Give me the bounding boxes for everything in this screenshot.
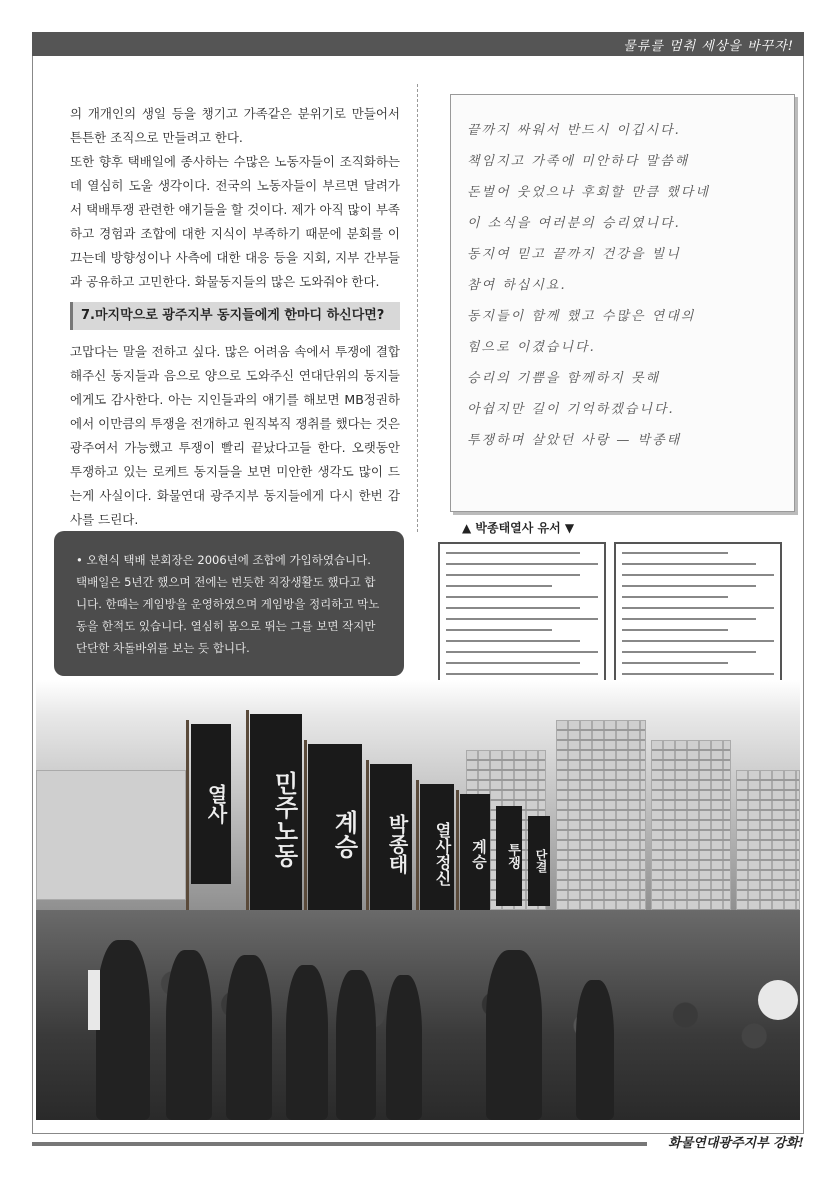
photo-person [88,970,100,1030]
letter-line: 아쉽지만 길이 기억하겠습니다. [467,402,675,417]
photo-building [36,770,186,900]
protest-flag: 투쟁 [496,806,522,906]
letter-line: 돈벌어 웃었으나 후회할 만큼 했다네 [467,185,710,200]
photo-person [96,940,150,1120]
protest-flag: 계승 [460,794,490,914]
photo-person [336,970,376,1120]
page [32,32,804,1152]
letter-line: 승리의 기쁨을 함께하지 못해 [467,371,661,386]
header-bar [32,32,804,56]
photo-person [758,980,798,1020]
column-divider [417,84,418,532]
photo-building [651,740,731,920]
article-paragraph-1: 의 개개인의 생일 등을 챙기고 가족같은 분위기로 만들어서 튼튼한 조직으로 만들려고 한다. [70,106,400,145]
photo-person [386,975,422,1120]
letter-line: 끝까지 싸워서 반드시 이깁시다. [467,123,681,138]
protest-flag: 박종태 [370,764,412,924]
profile-infobox: • 오현식 택배 분회장은 2006년에 조합에 가입하였습니다. 택배일은 5년간 했으며 전에는 번듯한 직장생활도 했다고 합니다. 한때는 게임방을 운영하였으며 게임방을 정리하고 막노동을 한적도 있습니다. 열심히 몸으로 뛰는 그를 보면 작지만 단단한 차돌바위를 보는 듯 합니다. [54,531,404,676]
protest-flag: 단결 [528,816,550,906]
photo-person [226,955,272,1120]
letter-line: 책임지고 가족에 미안하다 말씀해 [467,154,690,169]
article-paragraph-3: 고맙다는 말을 전하고 싶다. 많은 어려움 속에서 투쟁에 결합해주신 동지들과 음으로 양으로 도와주신 연대단위의 동지들에게도 감사한다. 아는 지인들과의 얘기를 해보면 MB정권하에서 이만큼의 투쟁을 전개하고 원직복직 쟁취를 했다는 것은 광주여서 가능했고 투쟁이 빨리 끝났다고들 한다. 오랫동안 투쟁하고 있는 로케트 동지들을 보면 미안한 생각도 많이 드는게 사실이다. 화물연대 광주지부 동지들에게 다시 한번 감사를 드린다. [70,344,400,527]
letter-line: 동지들이 함께 했고 수많은 연대의 [467,309,696,324]
header-slogan: 물류를 멈춰 세상을 바꾸자! [623,39,794,54]
letter-line: 힘으로 이겼습니다. [467,340,596,355]
interview-question: 7.마지막으로 광주지부 동지들에게 한마디 하신다면? [70,302,400,330]
letter-line: 참여 하십시요. [467,278,567,293]
photo-person [166,950,212,1120]
protest-flag: 계승 [308,744,362,924]
protest-flag: 열사 [191,724,231,884]
handwritten-letter [450,94,795,512]
rally-photo [36,680,800,1120]
letter-line: 동지여 믿고 끝까지 건강을 빌니 [467,247,681,262]
photo-person [576,980,614,1120]
photo-person [286,965,328,1120]
photo-building [556,720,646,920]
letter-line: 투쟁하며 살았던 사랑 — 박종태 [467,433,682,448]
article-body [70,102,400,532]
letter-caption: ▲ 박종태열사 유서 ▼ [462,521,575,535]
letter-line: 이 소식을 여러분의 승리였니다. [467,216,681,231]
photo-person [486,950,542,1120]
photo-building [736,770,800,920]
protest-flag: 열사정신 [420,784,454,924]
article-paragraph-2: 또한 향후 택배일에 종사하는 수많은 노동자들이 조직화하는데 열심히 도울 생각이다. 전국의 노동자들이 부르면 달려가서 택배투쟁 관련한 얘기들을 할 것이다. 제가 아직 많이 부족하고 경험과 조합에 대한 지식이 부족하기 때문에 분회를 이끄는데 방향성이나 사측에 대한 대응 등을 지회, 지부 간부들과 공유하고 고민한다. 화물동지들의 많은 도와줘야 한다. [70,154,400,289]
footer-slogan: 화물연대광주지부 강화! [668,1136,804,1151]
protest-flag: 민주노동 [250,714,302,924]
